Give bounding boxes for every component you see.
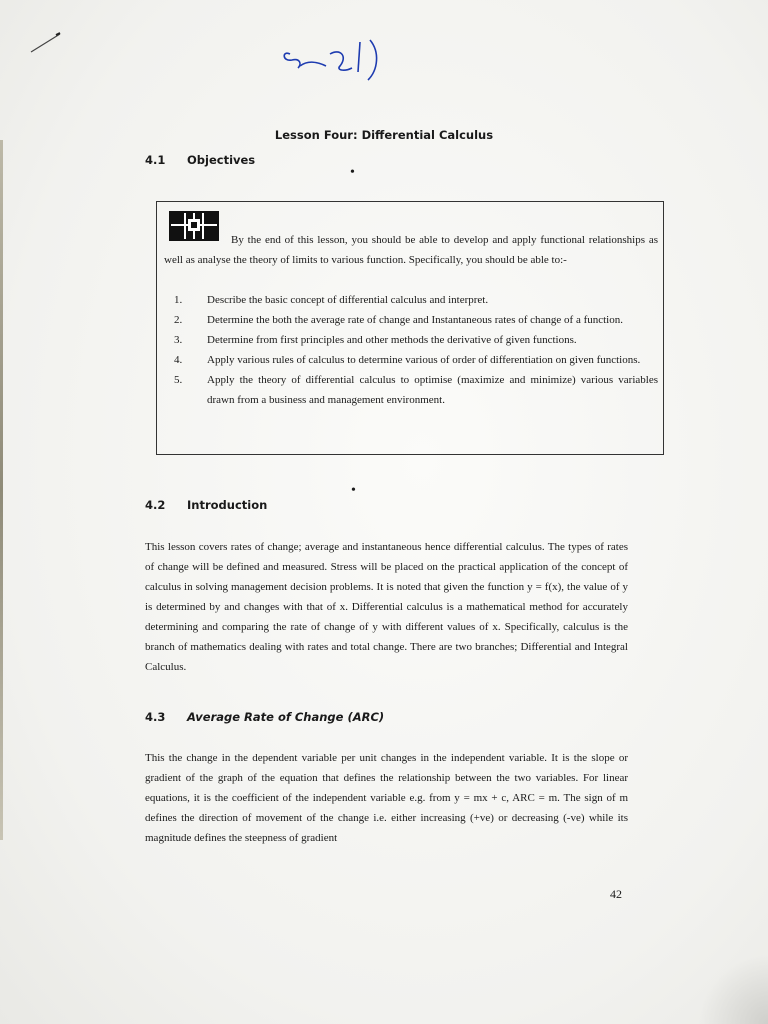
section-number: 4.2 bbox=[145, 498, 166, 512]
section-title: Introduction bbox=[187, 498, 268, 512]
section-title: Average Rate of Change (ARC) bbox=[187, 710, 385, 724]
list-item: 5. Apply the theory of differential calculus to optimise (maximize and minimize) various variables drawn from a business and management environment. bbox=[174, 374, 658, 406]
corner-shadow bbox=[698, 954, 768, 1024]
list-item: 3. Determine from first principles and other methods the derivative of given functions. bbox=[174, 334, 577, 346]
section-heading-introduction bbox=[145, 498, 267, 512]
stray-dot: • bbox=[350, 165, 355, 180]
section-title: Objectives bbox=[187, 153, 256, 167]
list-item: 4. Apply various rules of calculus to determine various of order of differentiation on given functions. bbox=[174, 354, 641, 366]
lesson-title: Lesson Four: Differential Calculus bbox=[274, 128, 494, 142]
page-number: 42 bbox=[610, 887, 622, 901]
arc-paragraph: This the change in the dependent variable per unit changes in the independent variable. It is the slope or gradient of the graph of the equation that defines the relationship between the two variables. For linear equations, it is the coefficient of the independent variable e.g. from y = mx + c, ARC = m. The sign of m defines the direction of movement of the change i.e. either increasing (+ve) or decreasing (-ve) while its magnitude defines the steepness of gradient bbox=[145, 752, 628, 844]
stray-dot: • bbox=[351, 483, 356, 498]
page-edge-shadow bbox=[0, 140, 3, 840]
handwritten-annotation bbox=[278, 36, 388, 86]
objectives-box bbox=[156, 201, 664, 455]
objectives-intro: By the end of this lesson, you should be able to develop and apply functional relationships as well as analyse the theory of limits to various function. Specifically, you should be able to:- bbox=[164, 234, 658, 266]
list-item: 1. Describe the basic concept of differential calculus and interpret. bbox=[174, 294, 489, 306]
objectives-list bbox=[174, 290, 658, 410]
list-item: 2. Determine the both the average rate of change and Instantaneous rates of change of a function. bbox=[174, 314, 623, 326]
pen-stroke-mark bbox=[30, 32, 62, 54]
section-number: 4.1 bbox=[145, 153, 166, 167]
section-heading-objectives bbox=[145, 153, 255, 167]
section-heading-arc bbox=[145, 710, 384, 724]
introduction-paragraph: This lesson covers rates of change; average and instantaneous hence differential calculus. The types of rates of change will be defined and measured. Stress will be placed on the practical application of the concept of calculus in solving management decision problems. It is noted that given the function y = f(x), the value of y is determined by and changes with that of x. Differential calculus is a mathematical method for accurately determining and comparing the rate of change of y with different values of x. Specifically, calculus is the branch of mathematics dealing with rates and total change. There are two branches; Differential and Integral Calculus. bbox=[145, 541, 628, 673]
section-number: 4.3 bbox=[145, 710, 166, 724]
